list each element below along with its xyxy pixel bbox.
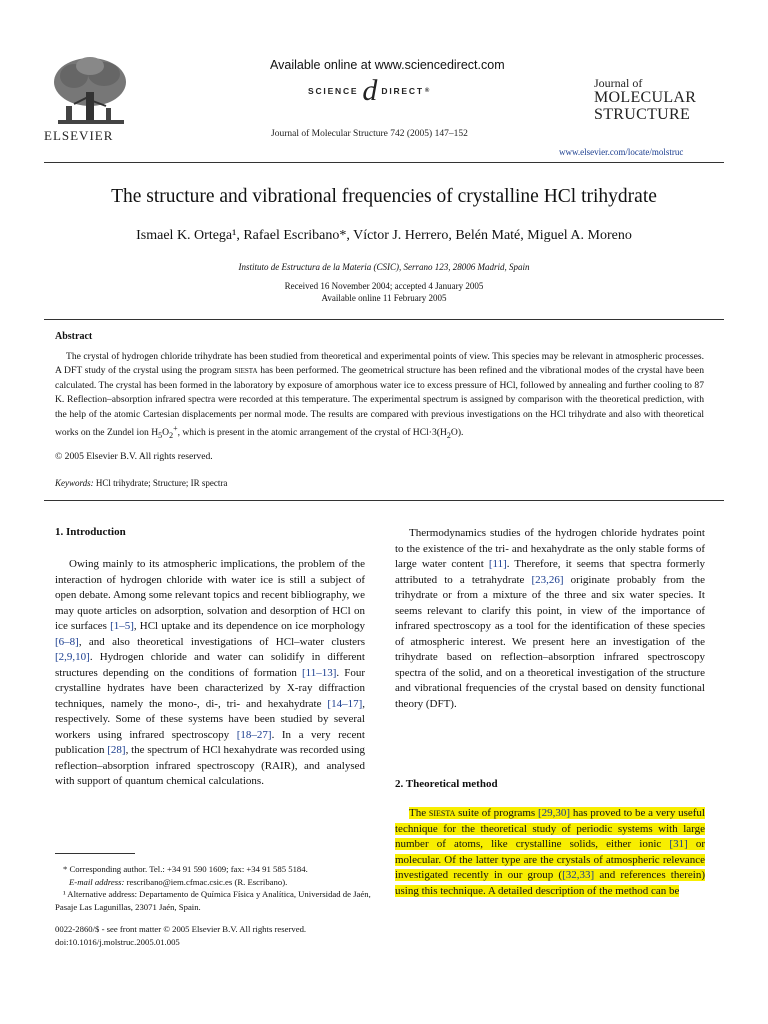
citation-link[interactable]: [28] [107,744,126,756]
journal-line-2: MOLECULAR [594,89,697,106]
citation-link[interactable]: [11–13] [301,666,337,679]
intro-text: , respectively. Some of these systems have been studied by several workers using infrared spectroscopy [55,697,365,741]
abstract-text-b: has been performed. The geometrical structure has been refined and the vibrational modes of the crystal have been calculated. The crystal has been formed in the laboratory by exposure of amorphous water ice to excess pressure of HCl, followed by annealing and further cooling to 87 K. Reflection–absorption infrared spectra were recorded at this temperature. The experimental spectrum is assigned by comparison with the theoretical prediction, with the help of the atomic Cartesian displacements per normal mode. The results are compared with previous investigations on the HCl trihydrate and also with theoretical works on the Zundel ion H [55,365,704,439]
citation-link[interactable]: [18–27] [236,728,272,741]
intro-paragraph [55,557,365,790]
affiliation: Instituto de Estructura de la Materia (CSIC), Serrano 123, 28006 Madrid, Spain [238,262,530,272]
registered-mark: ® [424,88,432,94]
journal-masthead [594,77,696,123]
author-list: Ismael K. Ortega¹, Rafael Escribano*, Víctor J. Herrero, Belén Maté, Miguel A. Moreno [136,228,632,243]
journal-line-3: STRUCTURE [594,106,691,123]
citation-link[interactable]: [23,26] [531,573,564,586]
abstract-bottom-divider [44,500,724,501]
intro-text: , HCl uptake and its dependence on ice morphology [133,620,365,632]
citation-link[interactable]: [29,30] [537,807,571,819]
citation-link[interactable]: [1–5] [110,620,134,632]
sciencedirect-logo[interactable] [308,76,431,106]
sciencedirect-at-icon: d [362,74,378,107]
theory-text: The [409,807,429,819]
theory-text: has proved to be a very useful technique for the theoretical study of periodic systems with large number of atoms, like crystalline solids, either ionic [395,807,705,850]
footnote-divider [55,853,135,854]
email-address[interactable]: rescribano@iem.cfmac.csic.es (R. Escribano). [124,876,288,887]
subscript: 5 [158,431,163,441]
keywords-label: Keywords: [55,478,94,488]
abstract-formula-part: O [162,427,170,439]
theory-text: or molecular. Of the latter type are the crystals of atmospheric relevance investigated recently in our group ( [395,838,706,881]
abstract-heading: Abstract [55,331,93,342]
citation-link[interactable]: [14–17] [327,697,363,710]
abstract-text-d: O). [450,427,464,439]
intro-text: , and also theoretical investigations of HCl–water clusters [78,635,365,648]
citation-link[interactable]: [6–8] [55,635,79,648]
intro-text: . In a very recent publication [55,728,365,756]
theory-text: and references therein) using this technique. A detailed description of the method can be [395,869,705,897]
abstract-text-a: The crystal of hydrogen chloride trihydrate has been studied from theoretical and experimental points of view. This species may be relevant in atmospheric processes. A DFT study of the crystal using the program [55,351,704,377]
highlighted-paragraph [395,806,705,899]
journal-line-1: Journal of [594,76,643,90]
intro-text: . Hydrogen chloride and water can solidify in different structures depending on the conditions of formation [55,651,365,679]
citation-link[interactable]: [32,33] [562,869,595,881]
footnote-alt-address: ¹ Alternative address: Departamento de Química Física y Analítica, Universidad de Jaén, Pasaje Las Lagunillas, 23071 Jaén, Spain. [55,889,371,912]
intro-text: Owing mainly to its atmospheric implications, the problem of the interaction of hydrogen chloride with water ice is still a subject of open debate. Among some relevant topics and recent bibliography, we may quote articles on adsorption, solvation and desorption of HCl on ice surfaces [55,558,365,632]
abstract-text-c: , which is present in the atomic arrangement of the crystal of HCl·3(H [177,427,447,439]
email-label: E-mail address: [69,876,125,887]
journal-citation: Journal of Molecular Structure 742 (2005) 147–152 [271,129,468,139]
subscript: 2 [446,431,451,441]
program-name: siesta [428,807,456,819]
abstract-top-divider [44,319,724,320]
section-heading-introduction: 1. Introduction [55,526,126,538]
theory-text: suite of programs [455,807,538,819]
abstract-copyright: © 2005 Elsevier B.V. All rights reserved. [55,451,213,462]
abstract-body [55,350,704,444]
sciencedirect-left: SCIENCE [308,86,359,96]
right-paragraph [395,526,705,712]
header-divider [44,162,724,163]
program-name: siesta [234,365,258,377]
footnote-corresponding: * Corresponding author. Tel.: +34 91 590 1609; fax: +34 91 585 5184. [63,864,308,874]
journal-url-link[interactable]: www.elsevier.com/locate/molstruc [559,147,684,157]
doi-line[interactable]: doi:10.1016/j.molstruc.2005.01.005 [55,936,180,947]
right-column-body [395,526,705,712]
introduction-body [55,557,365,790]
keywords-text: HCl trihydrate; Structure; IR spectra [95,478,228,488]
superscript: + [173,424,178,434]
sciencedirect-right: DIRECT [381,86,424,96]
keywords [55,478,227,488]
right-text: . Therefore, it seems that spectra formerly attributed to a tetrahydrate [395,558,705,586]
right-text: Thermodynamics studies of the hydrogen chloride hydrates point to the existence of the tri- and hexahydrate as the only stable forms of large water content [395,527,705,570]
intro-text: . Four crystalline hydrates have been characterized by X-ray diffraction techniques, namely the mono-, di-, tri- and hexahydrate [55,666,366,710]
received-date: Received 16 November 2004; accepted 4 January 2005 [284,281,484,291]
publisher-name: ELSEVIER [44,128,114,143]
citation-link[interactable]: [2,9,10] [55,651,90,663]
right-text: originate probably from the trihydrate or from a mixture of the three and six water species. It seems relevant to clarify this point, in view of the importance of infrared spectroscopy as a tool for the identification of these species of atmospheric interest. We present here an investigation of the trihydrate based on reflection–absorption infrared spectroscopy spectra of the solid, and on a theoretical investigation of the structure and vibrational frequencies of the crystal based on density functional theory (DFT). [395,573,705,710]
article-dates [0,280,768,304]
issn-line: 0022-2860/$ - see front matter © 2005 Elsevier B.V. All rights reserved. [55,924,307,934]
available-online-text[interactable]: Available online at www.sciencedirect.com [270,58,505,72]
online-date: Available online 11 February 2005 [321,293,447,303]
footnote-email [55,876,373,889]
footnotes [55,863,373,948]
article-title: The structure and vibrational frequencies of crystalline HCl trihydrate [111,186,657,207]
citation-link[interactable]: [11] [488,558,507,570]
section-heading-theoretical-method: 2. Theoretical method [395,778,498,790]
theoretical-method-body [395,806,705,899]
subscript: 2 [169,431,174,441]
abstract-paragraph [55,350,704,444]
citation-link[interactable]: [31] [669,838,688,850]
intro-text: , the spectrum of HCl hexahydrate was recorded using reflection–absorption infrared spectroscopy (RAIR), and analysed with support of quantum chemical calculations. [55,744,365,787]
